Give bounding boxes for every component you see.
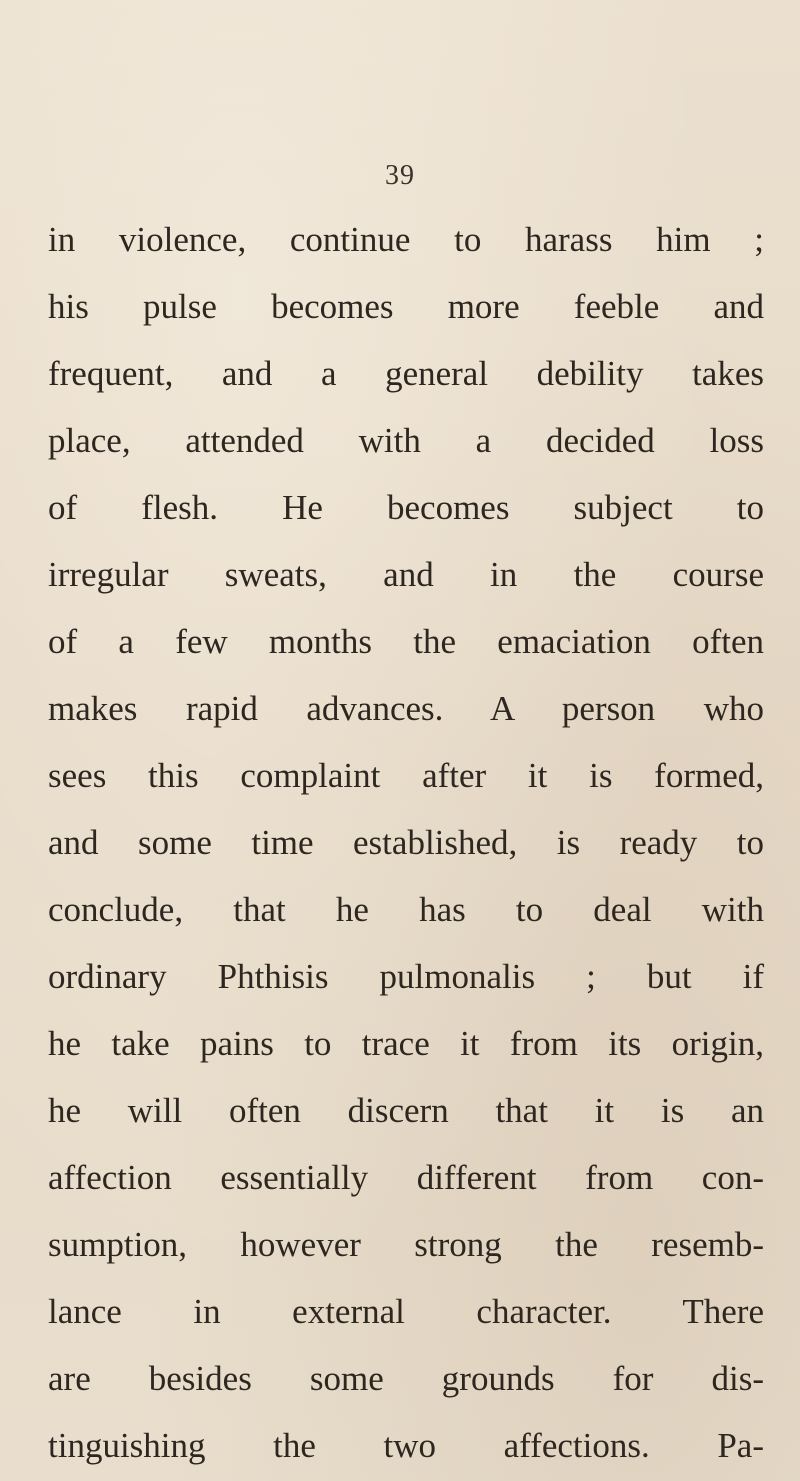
text-line: and some time established, is ready to (48, 823, 764, 862)
text-line: in violence, continue to harass him ; (48, 220, 764, 259)
body-text (48, 206, 764, 1479)
text-line: frequent, and a general debility takes (48, 354, 764, 393)
text-line: he take pains to trace it from its origin, (48, 1024, 764, 1063)
text-line: his pulse becomes more feeble and (48, 287, 764, 326)
text-line: affection essentially different from con- (48, 1158, 764, 1197)
text-line: conclude, that he has to deal with (48, 890, 764, 929)
text-line: sumption, however strong the resemb- (48, 1225, 764, 1264)
text-line: of flesh. He becomes subject to (48, 488, 764, 527)
text-line: tinguishing the two affections. Pa- (48, 1426, 764, 1465)
text-line: irregular sweats, and in the course (48, 555, 764, 594)
text-line: sees this complaint after it is formed, (48, 756, 764, 795)
text-line: are besides some grounds for dis- (48, 1359, 764, 1398)
text-line: ordinary Phthisis pulmonalis ; but if (48, 957, 764, 996)
text-line: lance in external character. There (48, 1292, 764, 1331)
text-line: makes rapid advances. A person who (48, 689, 764, 728)
text-line: he will often discern that it is an (48, 1091, 764, 1130)
text-line: of a few months the emaciation often (48, 622, 764, 661)
text-line: place, attended with a decided loss (48, 421, 764, 460)
page-number: 39 (385, 160, 415, 191)
